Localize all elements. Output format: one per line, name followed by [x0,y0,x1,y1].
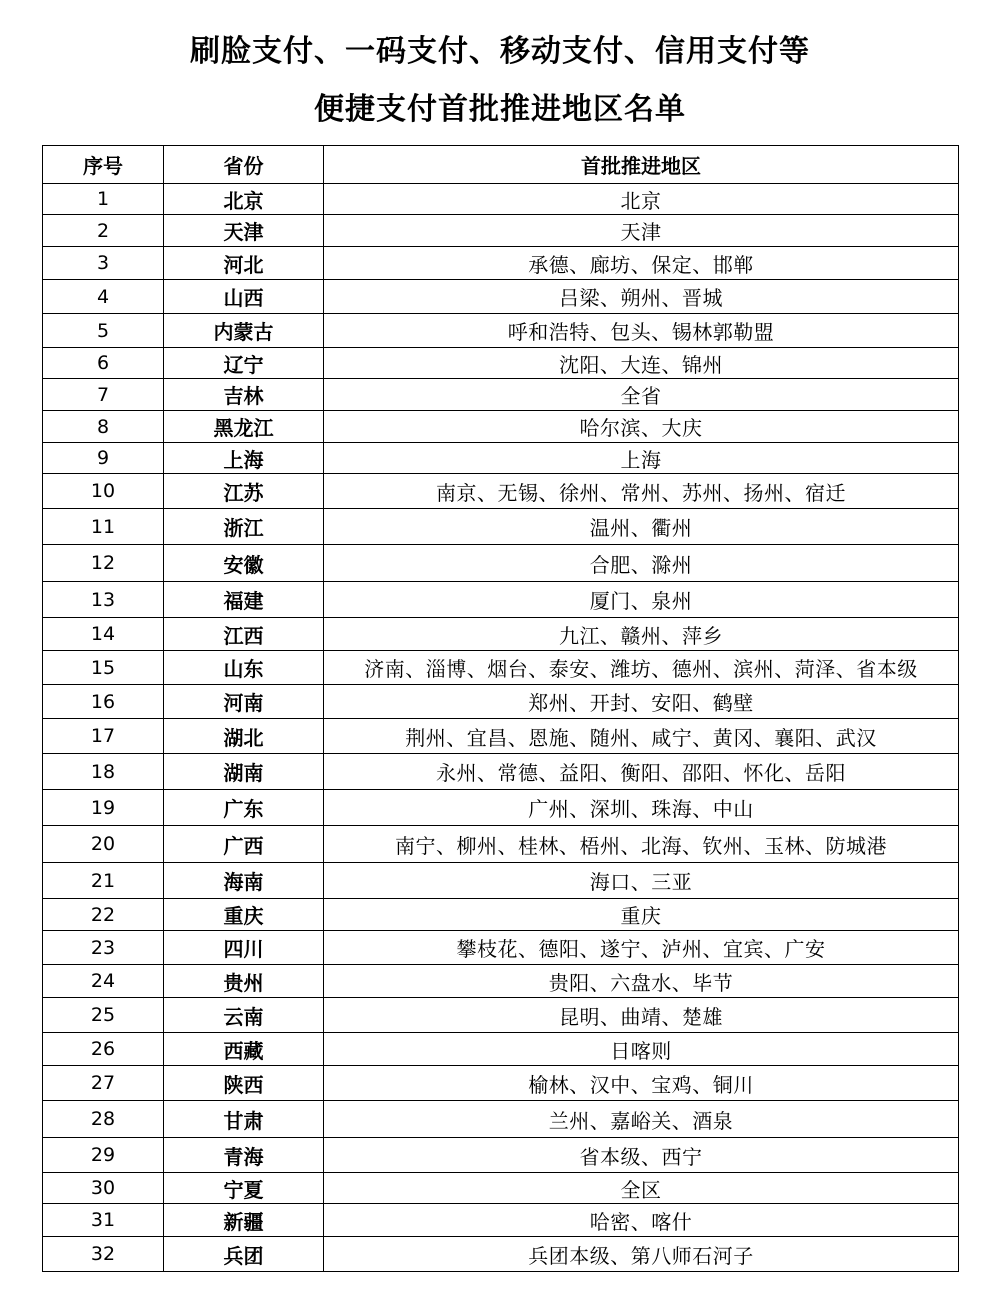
row-no: 27 [43,1066,164,1101]
header-province: 省份 [164,146,324,184]
table-row [43,998,959,1033]
row-no: 12 [43,545,164,582]
row-province: 青海 [164,1138,324,1173]
row-no: 5 [43,314,164,348]
table-row [43,215,959,247]
title-line-2: 便捷支付首批推进地区名单 [314,92,686,127]
row-areas: 上海 [324,443,959,474]
row-province: 吉林 [164,379,324,411]
table-row [43,1101,959,1138]
table-row [43,1138,959,1173]
row-province: 广西 [164,826,324,863]
row-areas: 温州、衢州 [324,509,959,545]
header-no: 序号 [43,146,164,184]
row-areas: 济南、淄博、烟台、泰安、潍坊、德州、滨州、菏泽、省本级 [324,651,959,685]
table-row [43,651,959,685]
row-areas: 厦门、泉州 [324,582,959,618]
row-province: 河南 [164,685,324,719]
row-areas: 九江、赣州、萍乡 [324,618,959,651]
row-areas: 南宁、柳州、桂林、梧州、北海、钦州、玉林、防城港 [324,826,959,863]
row-province: 陕西 [164,1066,324,1101]
row-province: 北京 [164,184,324,215]
row-no: 30 [43,1173,164,1204]
row-province: 山东 [164,651,324,685]
row-no: 25 [43,998,164,1033]
row-areas: 吕梁、朔州、晋城 [324,280,959,314]
row-province: 西藏 [164,1033,324,1066]
table-row [43,1066,959,1101]
table-row [43,184,959,215]
table-row [43,863,959,899]
row-no: 11 [43,509,164,545]
row-province: 安徽 [164,545,324,582]
row-province: 福建 [164,582,324,618]
row-no: 13 [43,582,164,618]
row-no: 8 [43,411,164,443]
row-no: 28 [43,1101,164,1138]
row-areas: 郑州、开封、安阳、鹤壁 [324,685,959,719]
row-no: 19 [43,790,164,826]
table-row [43,965,959,998]
table-row [43,618,959,651]
table-row [43,379,959,411]
row-no: 31 [43,1204,164,1237]
table-row [43,754,959,790]
row-no: 23 [43,931,164,965]
row-no: 2 [43,215,164,247]
row-no: 24 [43,965,164,998]
table-row [43,1173,959,1204]
row-no: 20 [43,826,164,863]
row-areas: 省本级、西宁 [324,1138,959,1173]
row-areas: 兰州、嘉峪关、酒泉 [324,1101,959,1138]
row-areas: 兵团本级、第八师石河子 [324,1237,959,1272]
row-no: 16 [43,685,164,719]
row-areas: 天津 [324,215,959,247]
row-areas: 海口、三亚 [324,863,959,899]
table-row [43,545,959,582]
regions-table [42,145,959,1272]
row-areas: 呼和浩特、包头、锡林郭勒盟 [324,314,959,348]
header-areas: 首批推进地区 [324,146,959,184]
table-row [43,931,959,965]
table-row [43,582,959,618]
row-no: 10 [43,474,164,509]
row-province: 江苏 [164,474,324,509]
table-row [43,1204,959,1237]
row-province: 广东 [164,790,324,826]
row-no: 32 [43,1237,164,1272]
row-areas: 广州、深圳、珠海、中山 [324,790,959,826]
row-province: 辽宁 [164,348,324,379]
row-areas: 重庆 [324,899,959,931]
row-province: 湖南 [164,754,324,790]
row-province: 重庆 [164,899,324,931]
row-province: 河北 [164,247,324,280]
row-province: 甘肃 [164,1101,324,1138]
row-areas: 昆明、曲靖、楚雄 [324,998,959,1033]
row-areas: 攀枝花、德阳、遂宁、泸州、宜宾、广安 [324,931,959,965]
row-no: 6 [43,348,164,379]
table-row [43,685,959,719]
row-areas: 榆林、汉中、宝鸡、铜川 [324,1066,959,1101]
row-areas: 日喀则 [324,1033,959,1066]
row-areas: 哈密、喀什 [324,1204,959,1237]
table-row [43,348,959,379]
table-row [43,1033,959,1066]
row-areas: 南京、无锡、徐州、常州、苏州、扬州、宿迁 [324,474,959,509]
row-province: 浙江 [164,509,324,545]
row-no: 22 [43,899,164,931]
table-row [43,474,959,509]
row-province: 上海 [164,443,324,474]
row-no: 3 [43,247,164,280]
row-no: 26 [43,1033,164,1066]
row-province: 黑龙江 [164,411,324,443]
row-province: 宁夏 [164,1173,324,1204]
row-no: 29 [43,1138,164,1173]
table-row [43,314,959,348]
row-province: 海南 [164,863,324,899]
row-province: 云南 [164,998,324,1033]
table-row [43,826,959,863]
row-areas: 永州、常德、益阳、衡阳、邵阳、怀化、岳阳 [324,754,959,790]
row-province: 贵州 [164,965,324,998]
row-areas: 哈尔滨、大庆 [324,411,959,443]
row-no: 1 [43,184,164,215]
row-areas: 全区 [324,1173,959,1204]
row-no: 14 [43,618,164,651]
row-no: 15 [43,651,164,685]
row-areas: 合肥、滁州 [324,545,959,582]
row-no: 7 [43,379,164,411]
row-no: 18 [43,754,164,790]
row-no: 17 [43,719,164,754]
table-row [43,899,959,931]
row-province: 四川 [164,931,324,965]
row-areas: 贵阳、六盘水、毕节 [324,965,959,998]
title-line-1: 刷脸支付、一码支付、移动支付、信用支付等 [190,34,810,69]
row-province: 天津 [164,215,324,247]
table-row [43,280,959,314]
row-province: 江西 [164,618,324,651]
table-row [43,719,959,754]
table-row [43,509,959,545]
row-areas: 承德、廊坊、保定、邯郸 [324,247,959,280]
table-row [43,790,959,826]
table-header-row [43,146,959,184]
row-areas: 沈阳、大连、锦州 [324,348,959,379]
table-row [43,1237,959,1272]
row-province: 兵团 [164,1237,324,1272]
row-no: 21 [43,863,164,899]
row-no: 4 [43,280,164,314]
table-row [43,411,959,443]
row-province: 内蒙古 [164,314,324,348]
row-areas: 北京 [324,184,959,215]
row-province: 山西 [164,280,324,314]
row-province: 湖北 [164,719,324,754]
row-areas: 荆州、宜昌、恩施、随州、咸宁、黄冈、襄阳、武汉 [324,719,959,754]
row-province: 新疆 [164,1204,324,1237]
table-row [43,247,959,280]
row-no: 9 [43,443,164,474]
row-areas: 全省 [324,379,959,411]
table-row [43,443,959,474]
